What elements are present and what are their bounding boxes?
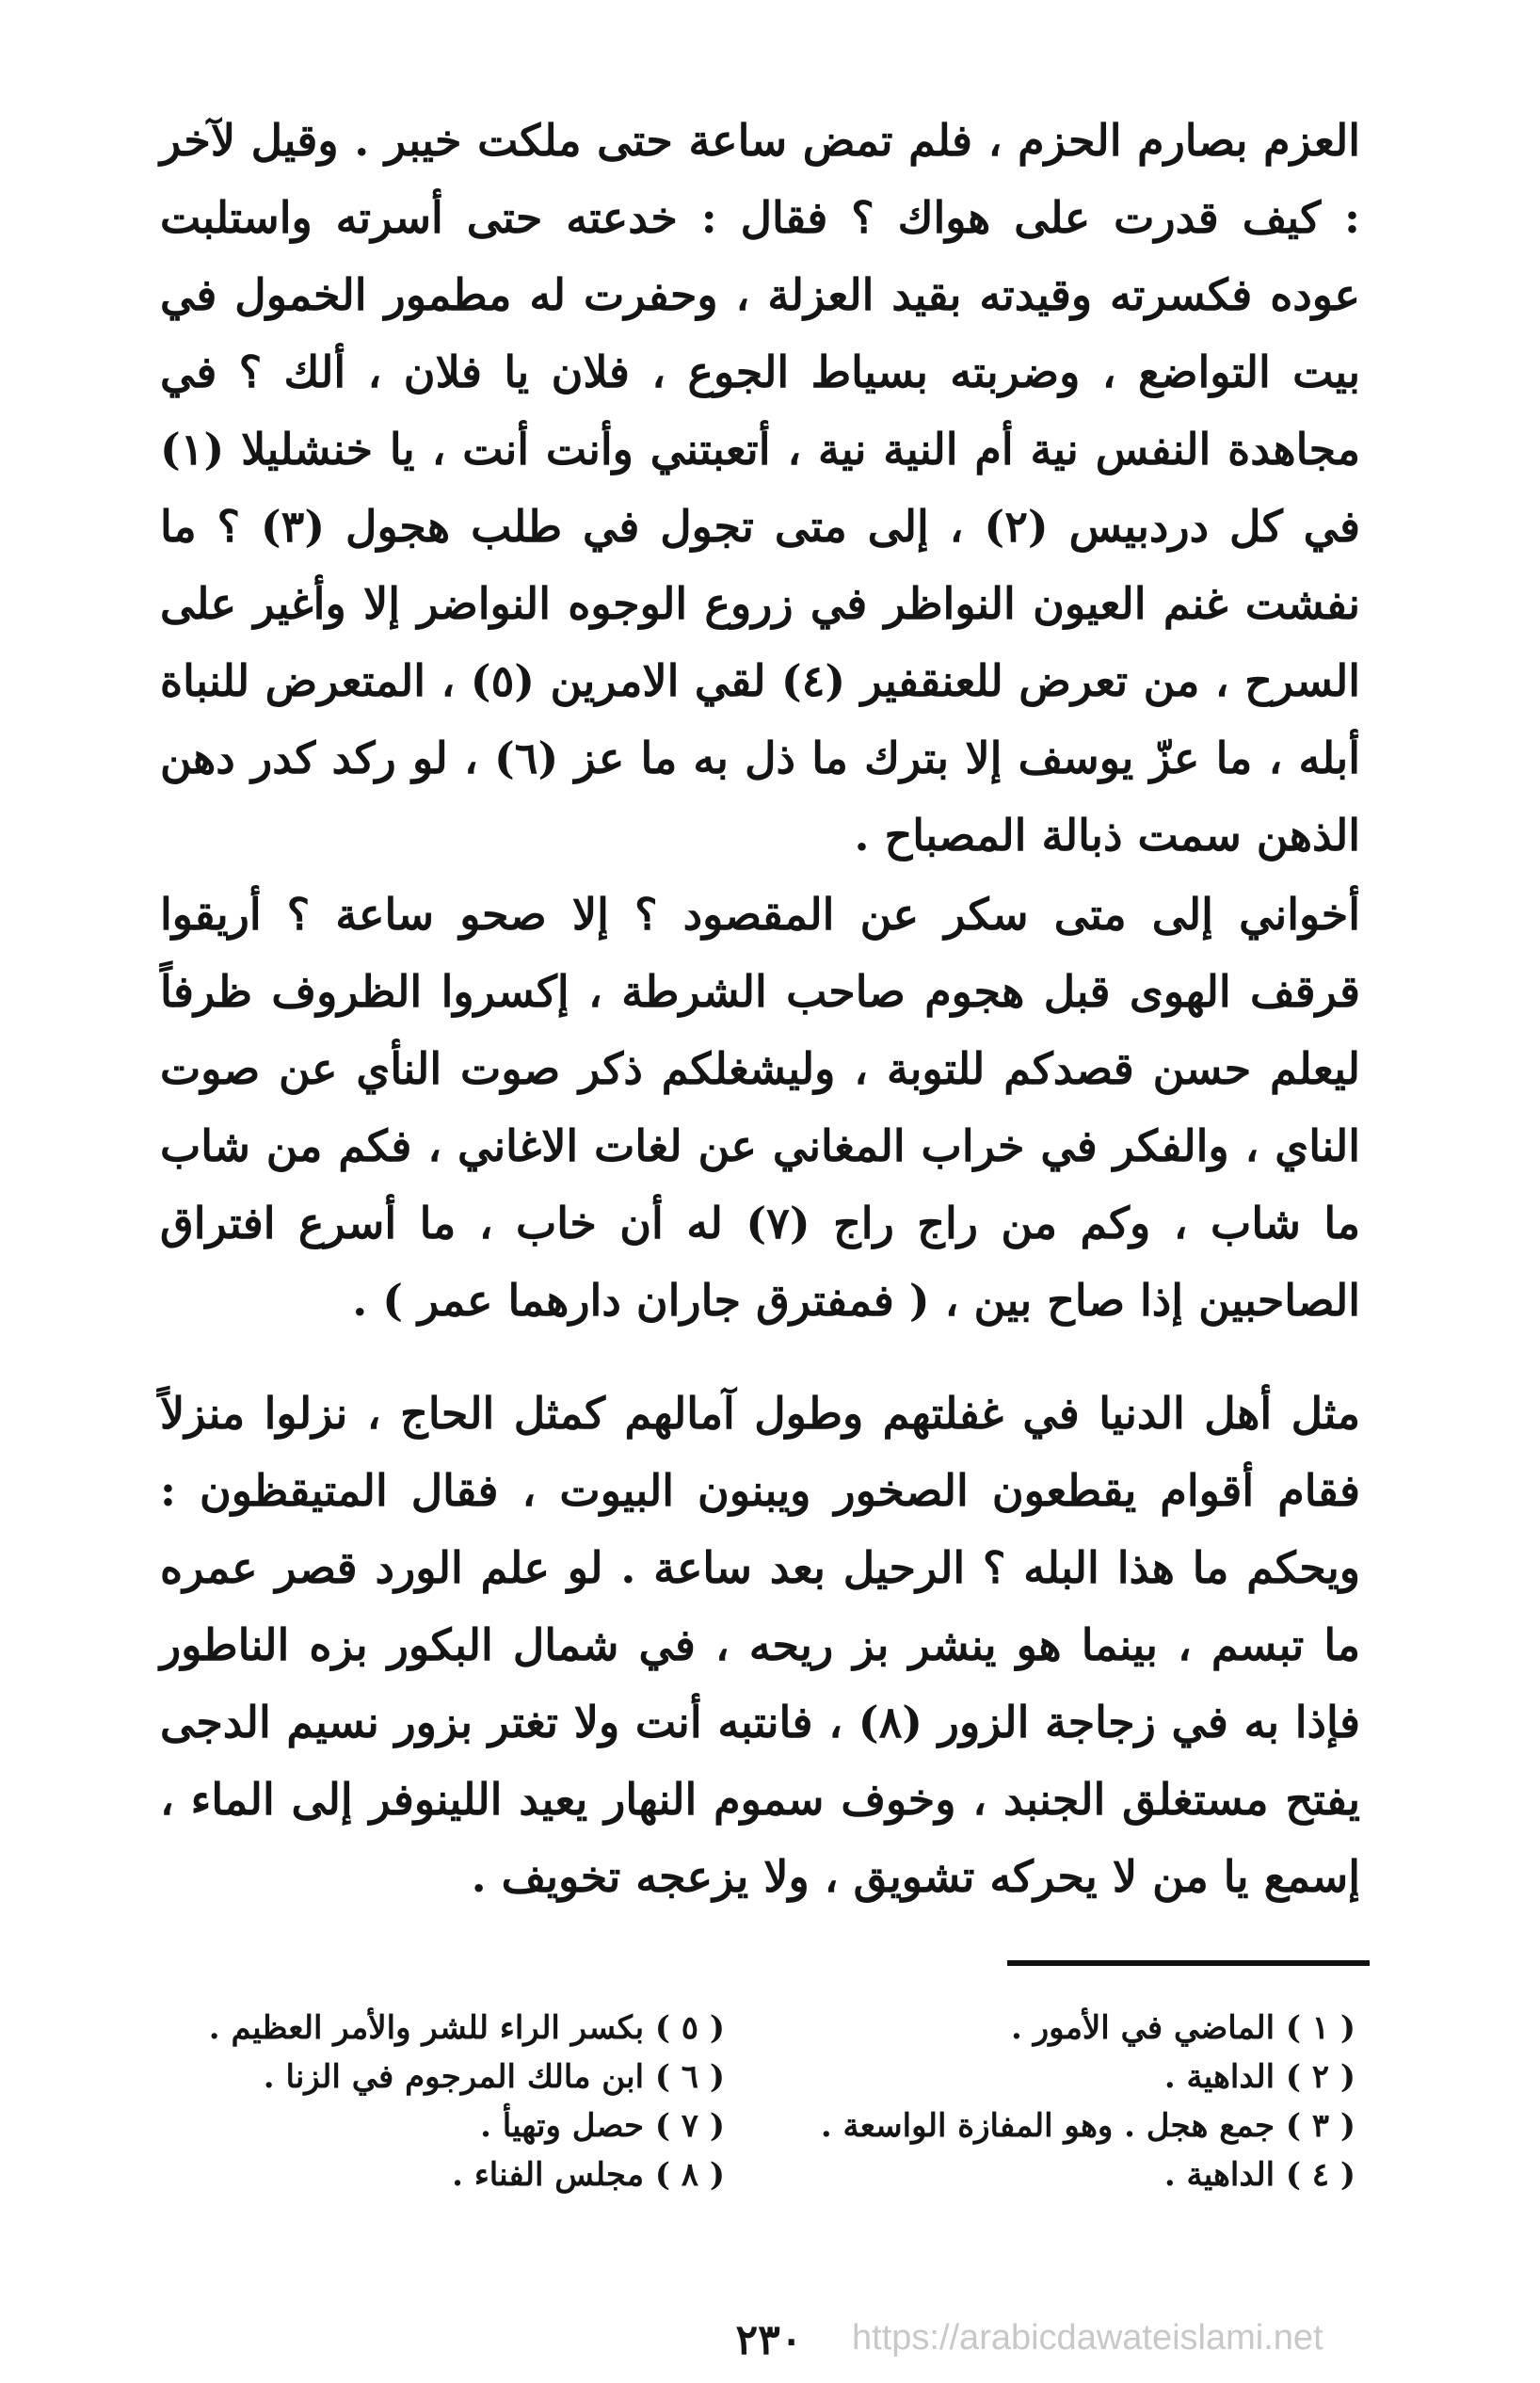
paragraph-3: مثل أهل الدنيا في غفلتهم وطول آمالهم كمثل الحاج ، نزلوا منزلاً فقام أقوام يقطعون الصخور ويبنون البيوت ، فقال المتيقظون : ويحكم ما هذا البله ؟ الرحيل بعد ساعة . لو علم الورد قصر عمره ما تبسم ، بينما هو ينشر بز ريحه ، في شمال البكور بزه الناطور فإذا به في زجاجة الزور (٨) ، فانتبه أنت ولا تغتر بزور نسيم الدجى يفتح مستغلق الجنبد ، وخوف سموم النهار يعيد اللينوفر إلى الماء ، إسمع يا من لا يحركه تشويق ، ولا يزعجه تخويف . — [160, 1388, 1360, 1902]
footnote-5: ( ٥ ) بكسر الراء للشر والأمر العظيم . — [208, 2009, 725, 2047]
footnote-1: ( ١ ) الماضي في الأمور . — [1011, 2009, 1356, 2047]
footnote-6: ( ٦ ) ابن مالك المرجوم في الزنا . — [263, 2058, 725, 2096]
footnote-8: ( ٨ ) مجلس الفناء . — [452, 2156, 725, 2194]
footnote-2: ( ٢ ) الداهية . — [1163, 2058, 1356, 2096]
paragraph-2: أخواني إلى متى سكر عن المقصود ؟ إلا صحو ساعة ؟ أريقوا قرقف الهوى قبل هجوم صاحب الشرطة ، إكسروا الظروف ظرفاً ليعلم حسن قصدكم للتوبة ، وليشغلكم ذكر صوت النأي عن صوت الناي ، والفكر في خراب المغاني عن لغات الاغاني ، فكم من شاب ما شاب ، وكم من راج راج (٧) له أن خاب ، ما أسرع افتراق الصاحبين إذا صاح بين ، ( فمفترق جاران دارهما عمر ) . — [160, 889, 1360, 1326]
footnotes-right-column — [753, 2004, 1356, 2199]
paragraph-1: العزم بصارم الحزم ، فلم تمض ساعة حتى ملكت خيبر . وقيل لآخر : كيف قدرت على هواك ؟ فقال : خدعته حتى أسرته واستلبت عوده فكسرته وقيدته بقيد العزلة ، وحفرت له مطمور الخمول في بيت التواضع ، وضربته بسياط الجوع ، فلان يا فلان ، ألك ؟ في مجاهدة النفس نية أم النية نية ، أتعبتني وأنت أنت ، يا خنشليلا (١) في كل دردبيس (٢) ، إلى متى تجول في طلب هجول (٣) ؟ ما نفشت غنم العيون النواظر في زروع الوجوه النواضر إلا وأغير على السرح ، من تعرض للعنقفير (٤) لقي الامرين (٥) ، المتعرض للنباة أبله ، ما عزّ يوسف إلا بترك ما ذل به ما عز (٦) ، لو ركد كدر دهن الذهن سمت ذبالة المصباح . — [160, 115, 1361, 861]
footnotes-left-column — [160, 2004, 725, 2199]
footnote-divider — [1007, 1960, 1370, 1966]
footnote-3: ( ٣ ) جمع هجل . وهو المفازة الواسعة . — [820, 2107, 1356, 2145]
page-number: ٢٣٠ — [735, 2316, 803, 2364]
watermark-url: https://arabicdawateislami.net — [852, 2318, 1323, 2358]
footnote-7: ( ٧ ) حصل وتهيأ . — [480, 2107, 725, 2145]
footnote-4: ( ٤ ) الداهية . — [1163, 2156, 1356, 2194]
